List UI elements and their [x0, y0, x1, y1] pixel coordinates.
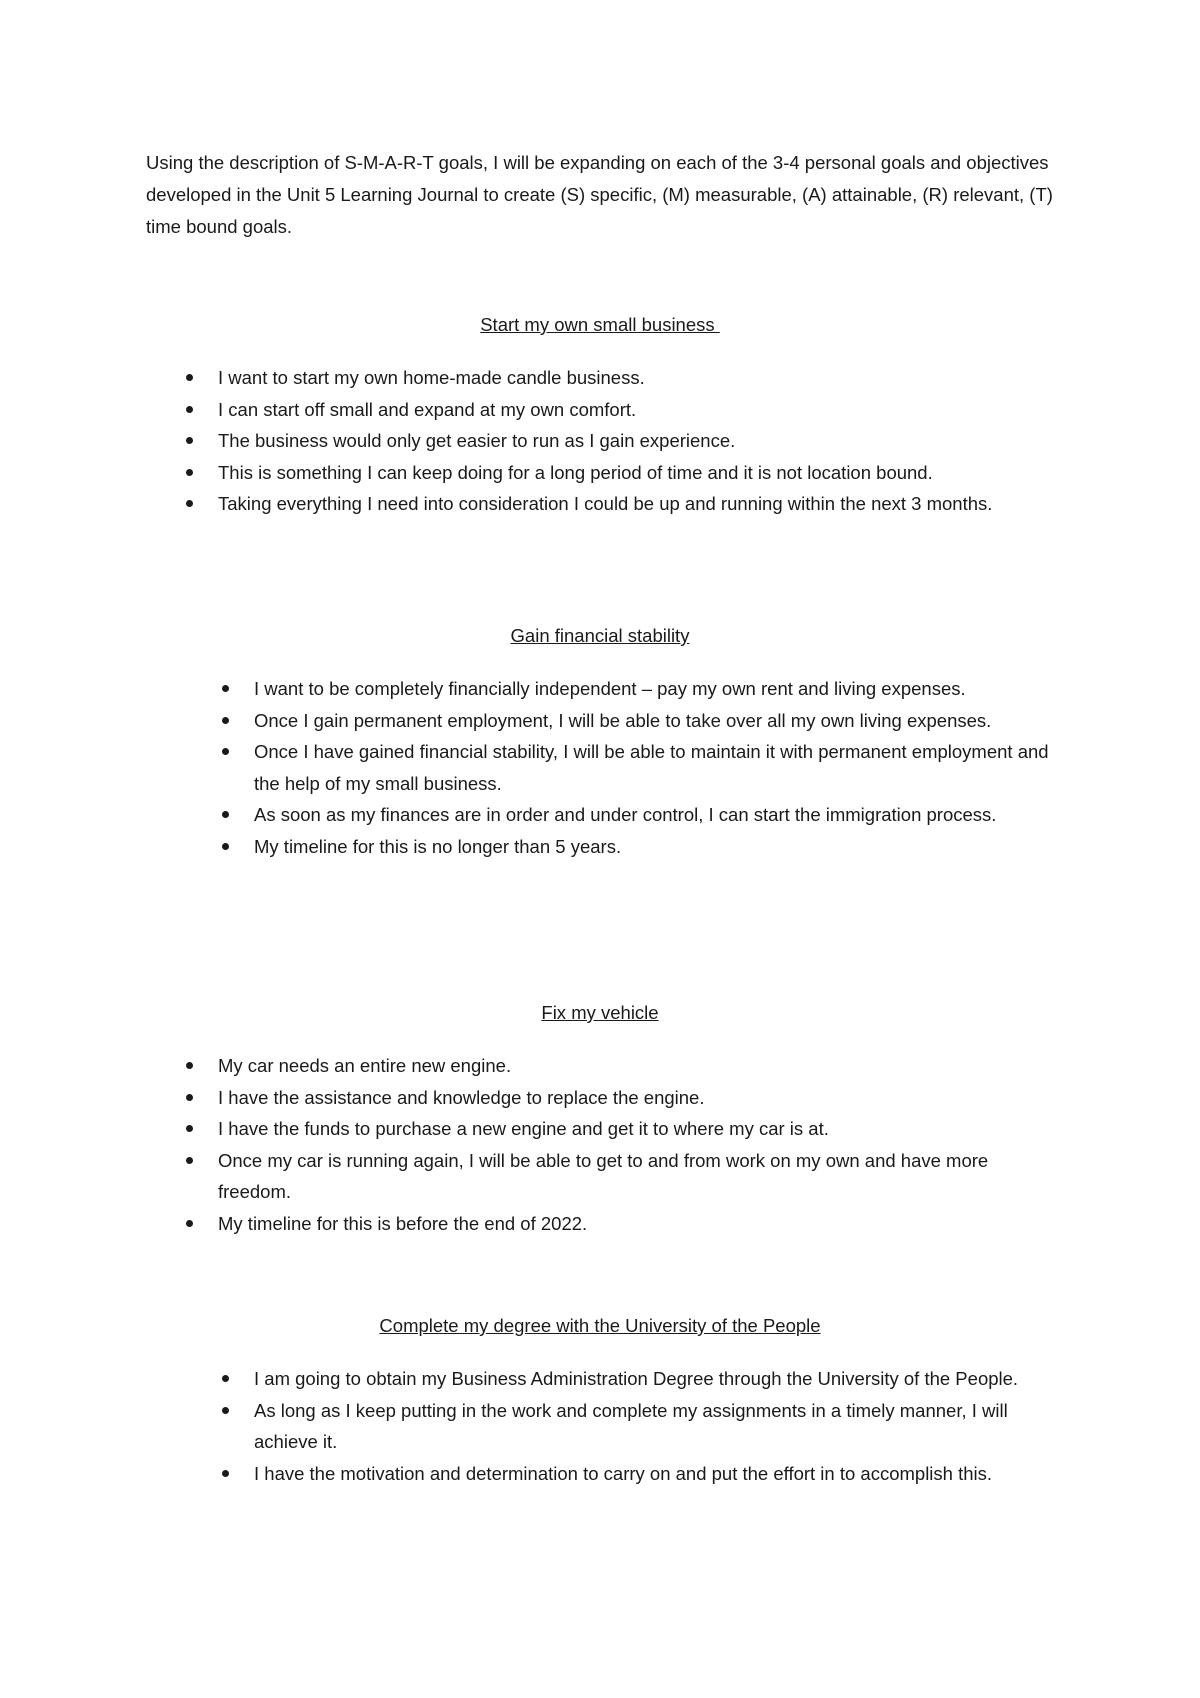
- list-item: I have the funds to purchase a new engine and get it to where my car is at.: [182, 1113, 1042, 1145]
- list-item: I want to be completely financially independent – pay my own rent and living expenses.: [218, 673, 1063, 705]
- bullet-list-financial-stability: [218, 673, 1063, 862]
- list-item: This is something I can keep doing for a long period of time and it is not location bound.: [182, 457, 1042, 489]
- list-item: I am going to obtain my Business Administration Degree through the University of the People.: [218, 1363, 1063, 1395]
- list-item: My timeline for this is before the end of 2022.: [182, 1208, 1042, 1240]
- section-heading-complete-degree: Complete my degree with the University of the People: [379, 1315, 821, 1336]
- list-item: As soon as my finances are in order and under control, I can start the immigration process.: [218, 799, 1063, 831]
- bullet-list-small-business: [182, 362, 1042, 520]
- list-item: I have the assistance and knowledge to replace the engine.: [182, 1082, 1042, 1114]
- section-heading-financial-stability: Gain financial stability: [510, 625, 690, 646]
- list-item: I want to start my own home-made candle business.: [182, 362, 1042, 394]
- intro-paragraph: Using the description of S-M-A-R-T goals, I will be expanding on each of the 3-4 personal goals and objectives developed in the Unit 5 Learning Journal to create (S) specific, (M) measurable, (A) attainable, (R) relevant, (T) time bound goals.: [146, 152, 1053, 237]
- list-item: Once I gain permanent employment, I will be able to take over all my own living expenses.: [218, 705, 1063, 737]
- list-item: My car needs an entire new engine.: [182, 1050, 1042, 1082]
- list-item: My timeline for this is no longer than 5 years.: [218, 831, 1063, 863]
- list-item: Taking everything I need into consideration I could be up and running within the next 3 months.: [182, 488, 1042, 520]
- list-item: Once my car is running again, I will be able to get to and from work on my own and have more freedom.: [182, 1145, 1042, 1208]
- list-item: Once I have gained financial stability, I will be able to maintain it with permanent employment and the help of my small business.: [218, 736, 1063, 799]
- bullet-list-fix-vehicle: [182, 1050, 1042, 1239]
- section-heading-fix-vehicle: Fix my vehicle: [541, 1002, 659, 1023]
- list-item: I can start off small and expand at my own comfort.: [182, 394, 1042, 426]
- section-heading-small-business: Start my own small business: [480, 314, 720, 335]
- list-item: I have the motivation and determination to carry on and put the effort in to accomplish this.: [218, 1458, 1063, 1490]
- list-item: As long as I keep putting in the work and complete my assignments in a timely manner, I will achieve it.: [218, 1395, 1063, 1458]
- bullet-list-complete-degree: [218, 1363, 1063, 1489]
- list-item: The business would only get easier to run as I gain experience.: [182, 425, 1042, 457]
